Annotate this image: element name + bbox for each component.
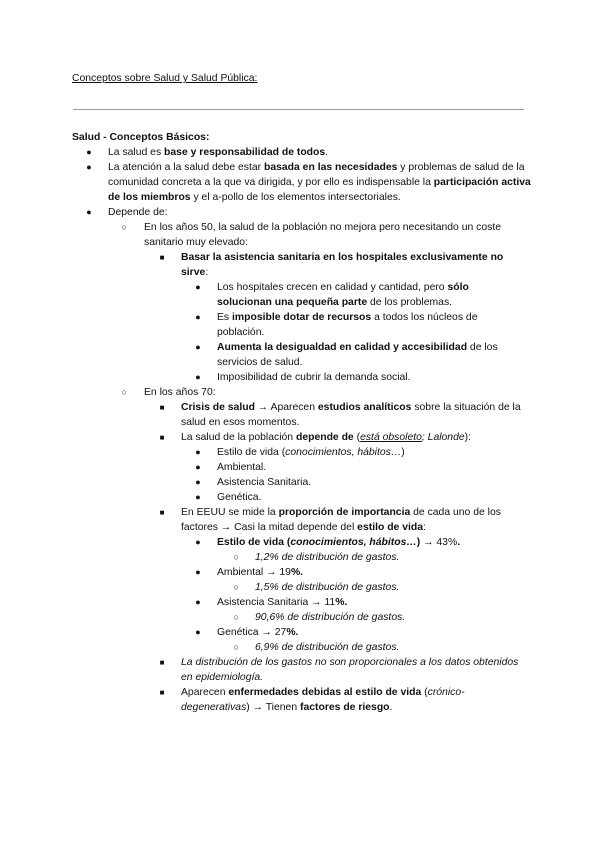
- list-item-years-50: ○ En los años 50, la salud de la población no mejora pero necesitando un coste sanitario muy elevado:: [144, 220, 532, 250]
- bullet-square-icon: ■: [159, 433, 165, 442]
- list-item: ■ La salud de la población depende de (está obsoleto; Lalonde):: [181, 430, 536, 445]
- list-item: ● Imposibilidad de cubrir la demanda social.: [217, 370, 517, 385]
- bullet-square-icon: ■: [159, 688, 165, 697]
- bullet-disc-icon: ●: [195, 492, 201, 502]
- bullet-square-icon: ■: [159, 658, 165, 667]
- bullet-square-icon: ■: [159, 253, 165, 262]
- document-title: Conceptos sobre Salud y Salud Pública:: [72, 73, 258, 84]
- bullet-disc-icon: ●: [195, 462, 201, 472]
- list-item: ○ 6,9% de distribución de gastos.: [255, 640, 532, 655]
- list-item: ● Es imposible dotar de recursos a todos los núcleos de población.: [217, 310, 517, 340]
- list-item: ● Asistencia Sanitaria.: [217, 475, 532, 490]
- bullet-disc-icon: ●: [195, 477, 201, 487]
- bullet-circle-icon: ○: [121, 222, 127, 232]
- list-item-years-70: ○ En los años 70:: [144, 385, 532, 400]
- list-item: ● Genética.: [217, 490, 532, 505]
- list-item: ● Ambiental.: [217, 460, 532, 475]
- bullet-disc-icon: ●: [195, 372, 201, 382]
- bullet-square-icon: ■: [159, 403, 165, 412]
- bullet-circle-icon: ○: [121, 387, 127, 397]
- list-item: ○ 1,2% de distribución de gastos.: [255, 550, 532, 565]
- section-heading: Salud - Conceptos Básicos:: [72, 132, 210, 143]
- bullet-disc-icon: ●: [195, 342, 201, 352]
- list-item: ● Asistencia Sanitaria → 11%.: [217, 595, 532, 610]
- list-item: ● La salud es base y responsabilidad de todos.: [108, 145, 532, 160]
- bullet-disc-icon: ●: [195, 282, 201, 292]
- list-item: ● Depende de:: [108, 205, 532, 220]
- list-item: ■ En EEUU se mide la proporción de importancia de cada uno de los factores → Casi la mitad depende del estilo de vida:: [181, 505, 526, 535]
- bullet-circle-icon: ○: [233, 642, 239, 652]
- list-item: ■ La distribución de los gastos no son proporcionales a los datos obtenidos en epidemiología.: [181, 655, 521, 685]
- bullet-disc-icon: ●: [86, 162, 92, 172]
- bullet-disc-icon: ●: [195, 312, 201, 322]
- list-item: ● Aumenta la desigualdad en calidad y accesibilidad de los servicios de salud.: [217, 340, 517, 370]
- list-item: ■ Aparecen enfermedades debidas al estilo de vida (crónico-degenerativas) → Tienen factores de riesgo.: [181, 685, 526, 715]
- bullet-circle-icon: ○: [233, 582, 239, 592]
- list-item: ● Los hospitales crecen en calidad y cantidad, pero sólo solucionan una pequeña parte de los problemas.: [217, 280, 517, 310]
- list-item: ● La atención a la salud debe estar basada en las necesidades y problemas de salud de la comunidad concreta a la que va dirigida, y por ello es indispensable la participación activa de los miembros y el a-pollo de los elementos intersectoriales.: [108, 160, 532, 205]
- bullet-disc-icon: ●: [195, 597, 201, 607]
- list-item: ● Ambiental → 19%.: [217, 565, 532, 580]
- bullet-square-icon: ■: [159, 508, 165, 517]
- list-item: ● Estilo de vida (conocimientos, hábitos…): [217, 445, 532, 460]
- list-item: ○ 1,5% de distribución de gastos.: [255, 580, 532, 595]
- bullet-disc-icon: ●: [195, 567, 201, 577]
- bullet-disc-icon: ●: [195, 627, 201, 637]
- list-item: ■ Basar la asistencia sanitaria en los hospitales exclusivamente no sirve:: [181, 250, 522, 280]
- list-item: ○ 90,6% de distribución de gastos.: [255, 610, 532, 625]
- bullet-circle-icon: ○: [233, 612, 239, 622]
- section-salud-conceptos: [72, 130, 532, 715]
- bullet-circle-icon: ○: [233, 552, 239, 562]
- list-item: ● Genética → 27%.: [217, 625, 532, 640]
- bullet-disc-icon: ●: [86, 147, 92, 157]
- list-item: ■ Crisis de salud → Aparecen estudios analíticos sobre la situación de la salud en esos momentos.: [181, 400, 526, 430]
- bullet-disc-icon: ●: [195, 447, 201, 457]
- bullet-disc-icon: ●: [195, 537, 201, 547]
- list-item: ● Estilo de vida (conocimientos, hábitos…) → 43%.: [217, 535, 532, 550]
- bullet-disc-icon: ●: [86, 207, 92, 217]
- horizontal-divider: [73, 109, 524, 110]
